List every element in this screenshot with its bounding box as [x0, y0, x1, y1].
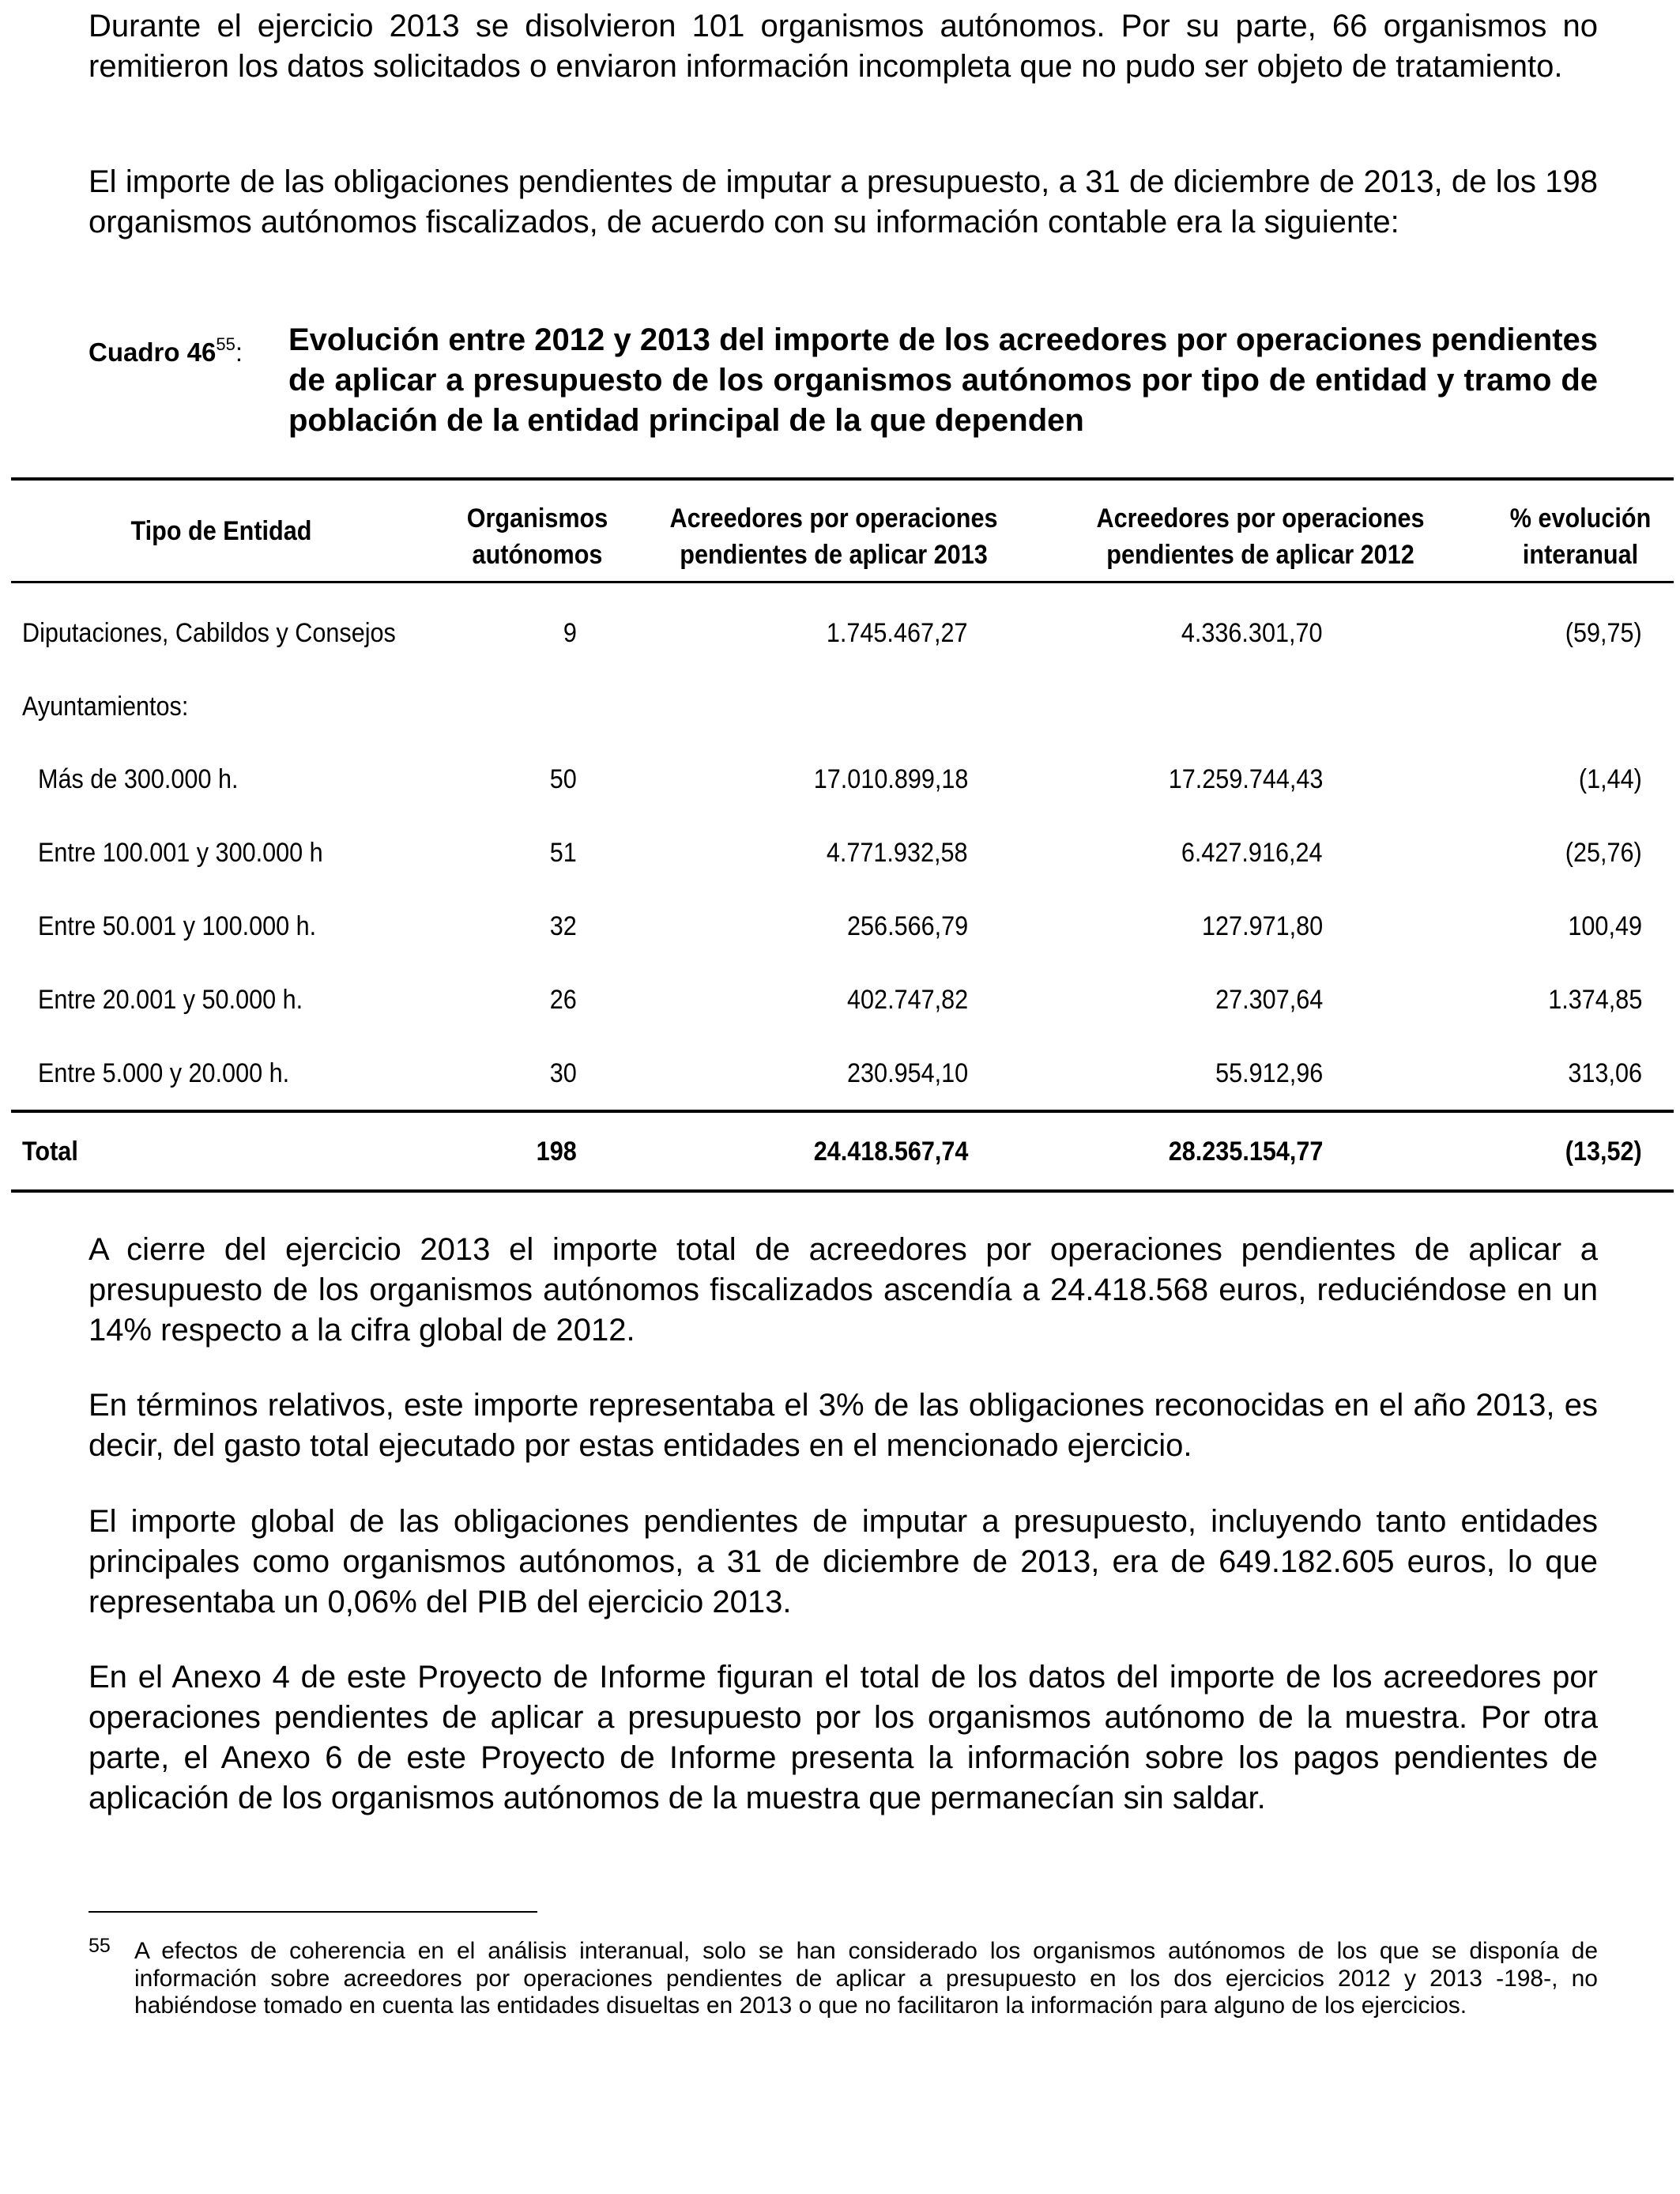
header-acreedores-2013-line2: pendientes de aplicar 2013 — [680, 540, 988, 570]
body-paragraph-6: En el Anexo 4 de este Proyecto de Informe figuran el total de los datos del importe de los acreedores por operaciones pendientes de aplicar a presupuesto por los organismos autónomo de la muestra. Por otra parte, el Anexo 6 de este Proyecto de Informe presenta la información sobre los pagos pendientes de aplicación de los organismos autónomos de la muestra que permanecían sin saldar. — [89, 1660, 1598, 1815]
table-top-rule — [11, 477, 1674, 481]
row-label: Entre 100.001 y 300.000 h — [38, 838, 323, 868]
row-organismos: 32 — [549, 911, 577, 941]
footnote-number: 55 — [89, 1935, 111, 1957]
table-header-rule — [11, 581, 1674, 583]
row-evolucion: (59,75) — [1565, 618, 1642, 648]
body-paragraph-5: El importe global de las obligaciones pendientes de imputar a presupuesto, incluyendo tanto entidades principales como organismos autónomos, a 31 de diciembre de 2013, era de 649.182.605 euros, lo que representaba un 0,06% del PIB del ejercicio 2013. — [89, 1504, 1598, 1619]
table-caption-title: Evolución entre 2012 y 2013 del importe de los acreedores por operaciones pendientes de aplicar a presupuesto de los organismos autónomos por tipo de entidad y tramo de población de la entidad principal de la que dependen — [288, 322, 1598, 438]
row-acreedores-2013: 230.954,10 — [846, 1058, 968, 1088]
header-acreedores-2012-line2: pendientes de aplicar 2012 — [1106, 540, 1414, 570]
row-organismos: 30 — [549, 1058, 577, 1088]
body-paragraph-3: A cierre del ejercicio 2013 el importe total de acreedores por operaciones pendientes de aplicar a presupuesto de los organismos autónomos fiscalizados ascendía a 24.418.568 euros, reduciéndose en un 14% respecto a la cifra global de 2012. — [89, 1232, 1598, 1348]
body-paragraph-4: En términos relativos, este importe representaba el 3% de las obligaciones reconocidas en el año 2013, es decir, del gasto total ejecutado por estas entidades en el mencionado ejercicio. — [89, 1388, 1598, 1463]
row-acreedores-2013: 402.747,82 — [846, 985, 968, 1015]
caption-colon: : — [235, 337, 243, 367]
row-acreedores-2013: 1.745.467,27 — [827, 618, 968, 648]
header-organismos-line2: autónomos — [472, 540, 603, 570]
row-evolucion: 313,06 — [1568, 1058, 1642, 1088]
total-organismos: 198 — [536, 1137, 577, 1167]
total-evolucion: (13,52) — [1565, 1137, 1642, 1167]
row-label: Entre 5.000 y 20.000 h. — [38, 1058, 290, 1088]
header-acreedores-2013-line1: Acreedores por operaciones — [669, 503, 998, 533]
intro-paragraph-2: El importe de las obligaciones pendientes de imputar a presupuesto, a 31 de diciembre de 2013, de los 198 organismos autónomos fiscalizados, de acuerdo con su información contable era la siguiente: — [89, 164, 1598, 239]
row-acreedores-2012: 55.912,96 — [1215, 1058, 1323, 1088]
row-acreedores-2013: 4.771.932,58 — [827, 838, 968, 868]
header-evolucion-line2: interanual — [1522, 540, 1639, 570]
total-acreedores-2013: 24.418.567,74 — [813, 1137, 968, 1167]
row-label: Entre 50.001 y 100.000 h. — [38, 911, 317, 941]
row-acreedores-2012: 27.307,64 — [1215, 985, 1323, 1015]
row-group-label: Ayuntamientos: — [22, 692, 189, 722]
footnote-reference: 55 — [216, 334, 235, 354]
row-acreedores-2012: 127.971,80 — [1201, 911, 1323, 941]
row-acreedores-2012: 4.336.301,70 — [1181, 618, 1323, 648]
footnote-separator — [89, 1911, 537, 1913]
row-organismos: 9 — [563, 618, 577, 648]
row-organismos: 51 — [549, 838, 577, 868]
table-caption-label — [89, 324, 243, 372]
header-organismos-line1: Organismos — [466, 503, 608, 533]
row-organismos: 26 — [549, 985, 577, 1015]
row-organismos: 50 — [549, 764, 577, 794]
footnote-text: A efectos de coherencia en el análisis interanual, solo se han considerado los organismos autónomos de los que se disponía de información sobre acreedores por operaciones pendientes de aplicar a presupuesto en los dos ejercicios 2012 y 2013 -198-, no habiéndose tomado en cuenta las entidades disueltas en 2013 o que no facilitaron la información para alguno de los ejercicios. — [134, 1938, 1598, 2019]
total-label: Total — [22, 1137, 78, 1167]
row-evolucion: (1,44) — [1579, 764, 1642, 794]
table-bottom-rule — [11, 1189, 1674, 1193]
row-evolucion: 100,49 — [1568, 911, 1642, 941]
table-total-rule — [11, 1110, 1674, 1113]
row-evolucion: (25,76) — [1565, 838, 1642, 868]
row-acreedores-2013: 256.566,79 — [846, 911, 968, 941]
header-tipo-entidad: Tipo de Entidad — [130, 516, 312, 546]
row-label: Más de 300.000 h. — [38, 764, 239, 794]
row-acreedores-2012: 6.427.916,24 — [1181, 838, 1323, 868]
caption-label-text: Cuadro 46 — [89, 337, 217, 367]
row-label: Diputaciones, Cabildos y Consejos — [22, 618, 396, 648]
row-acreedores-2012: 17.259.744,43 — [1168, 764, 1323, 794]
row-acreedores-2013: 17.010.899,18 — [813, 764, 968, 794]
row-label: Entre 20.001 y 50.000 h. — [38, 985, 303, 1015]
header-evolucion-line1: % evolución — [1509, 503, 1652, 533]
row-evolucion: 1.374,85 — [1547, 985, 1642, 1015]
header-acreedores-2012-line1: Acreedores por operaciones — [1096, 503, 1425, 533]
total-acreedores-2012: 28.235.154,77 — [1168, 1137, 1323, 1167]
intro-paragraph-1: Durante el ejercicio 2013 se disolvieron 101 organismos autónomos. Por su parte, 66 organismos no remitieron los datos solicitados o enviaron información incompleta que no pudo ser objeto de tratamiento. — [89, 9, 1598, 84]
